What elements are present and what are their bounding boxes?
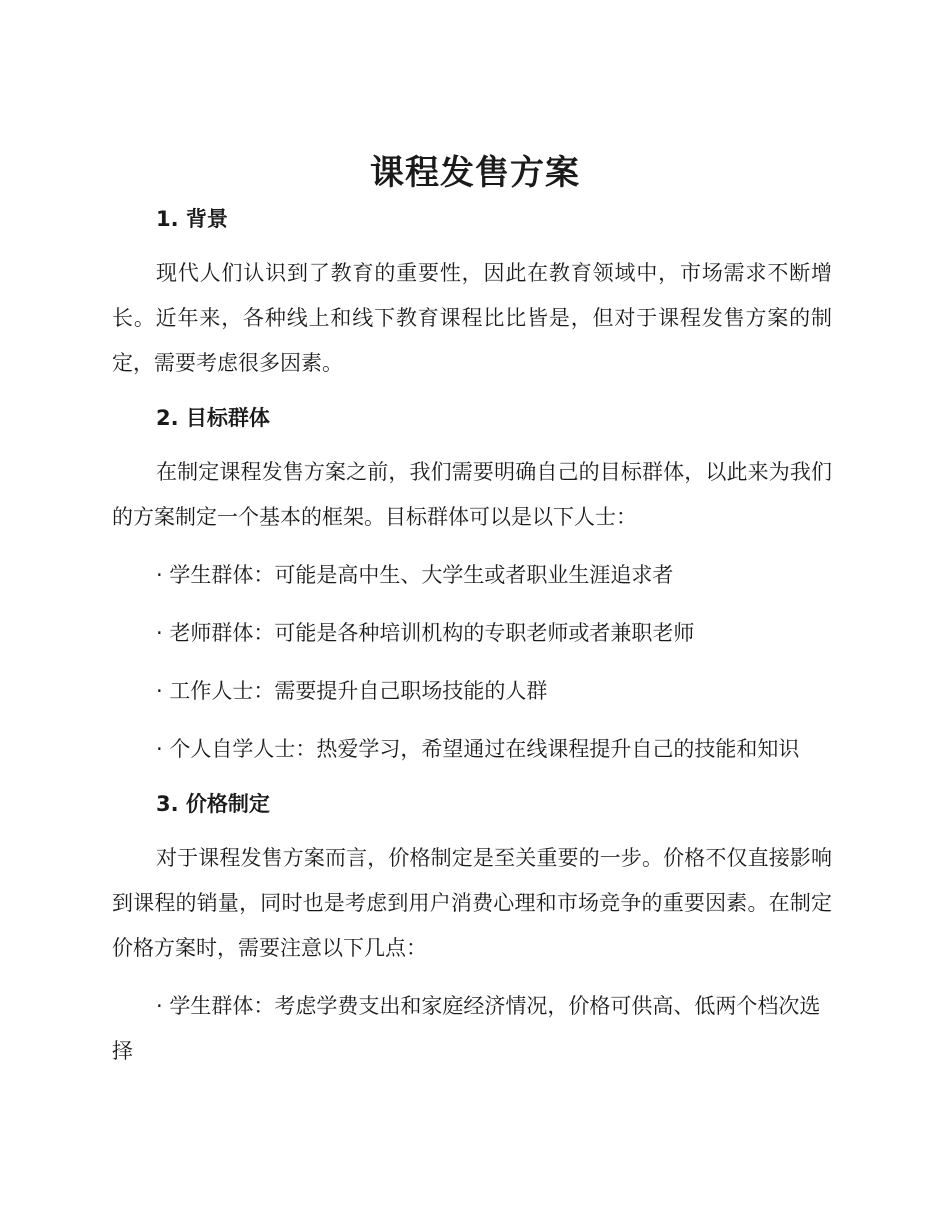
list-item: · 学生群体：可能是高中生、大学生或者职业生涯追求者	[156, 563, 674, 587]
section-heading: 3. 价格制定	[156, 792, 270, 816]
section-pricing	[112, 785, 832, 1074]
list-item: · 老师群体：可能是各种培训机构的专职老师或者兼职老师	[156, 621, 695, 645]
paragraph: 在制定课程发售方案之前，我们需要明确自己的目标群体，以此来为我们的方案制定一个基本的框架。目标群体可以是以下人士：	[112, 460, 832, 529]
paragraph: 对于课程发售方案而言，价格制定是至关重要的一步。价格不仅直接影响到课程的销量，同时也是考虑到用户消费心理和市场竞争的重要因素。在制定价格方案时，需要注意以下几点：	[112, 846, 832, 960]
list-item: · 工作人士：需要提升自己职场技能的人群	[156, 679, 548, 703]
document-title: 课程发售方案	[370, 153, 580, 193]
section-heading: 1. 背景	[156, 207, 228, 231]
section-target-group	[112, 399, 832, 772]
document-body	[112, 200, 832, 1074]
section-background	[112, 200, 832, 386]
list-item: · 学生群体：考虑学费支出和家庭经济情况，价格可供高、低两个档次选择	[112, 994, 821, 1063]
paragraph: 现代人们认识到了教育的重要性，因此在教育领域中，市场需求不断增长。近年来，各种线上和线下教育课程比比皆是，但对于课程发售方案的制定，需要考虑很多因素。	[112, 261, 832, 375]
list-item: · 个人自学人士：热爱学习，希望通过在线课程提升自己的技能和知识	[156, 737, 800, 761]
section-heading: 2. 目标群体	[156, 406, 270, 430]
